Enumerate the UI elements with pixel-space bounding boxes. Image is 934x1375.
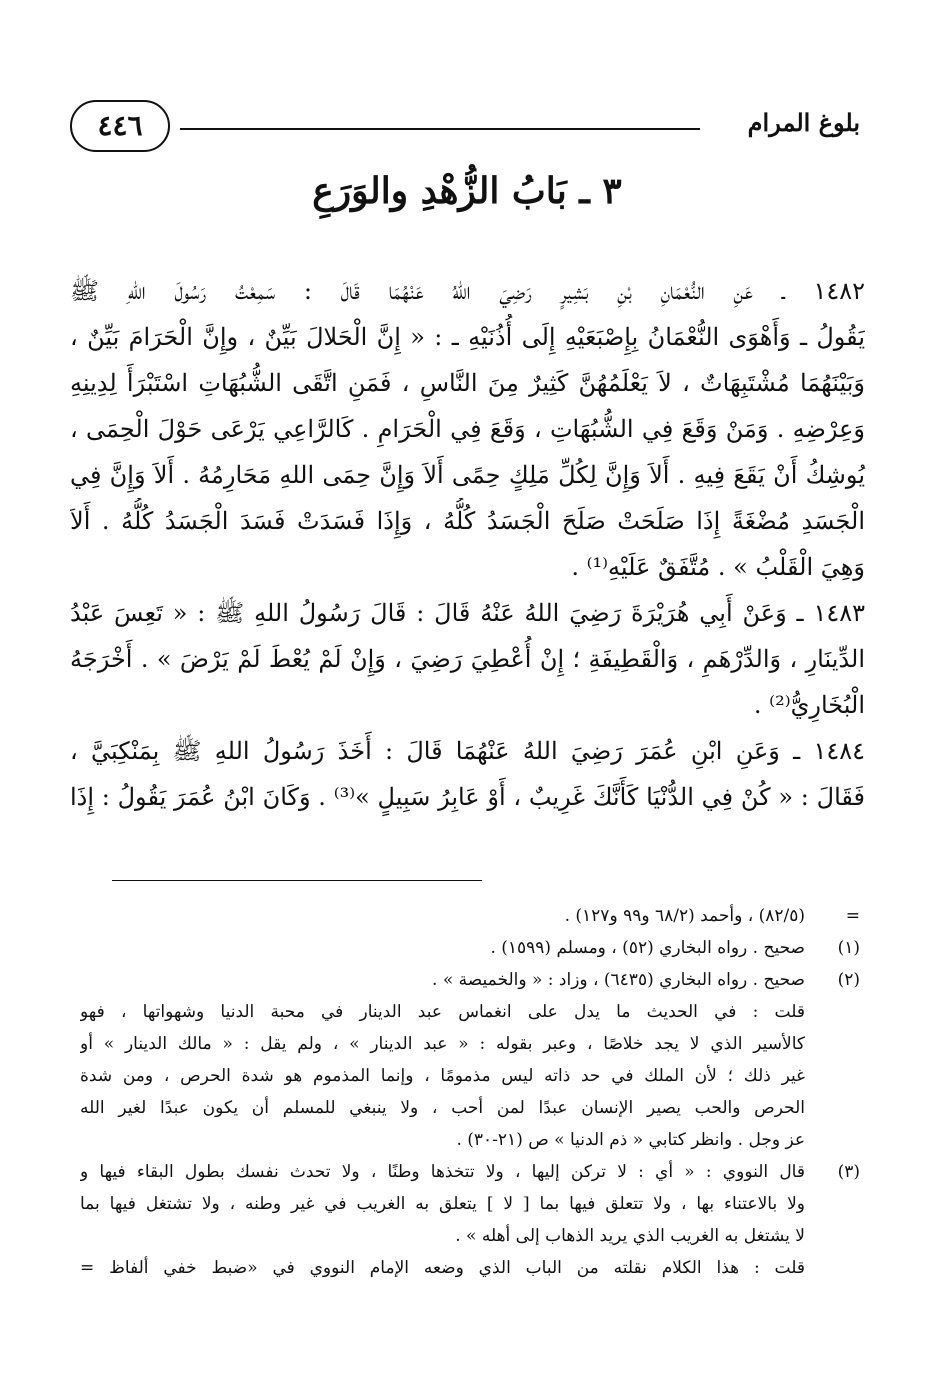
hadith-text — [70, 268, 865, 820]
text-line: وَهِيَ الْقَلْبُ » . مُتَّفَقٌ عَلَيْهِ⁽¹⁾ . — [571, 553, 865, 581]
footnote — [80, 964, 860, 1156]
text-line: الدِّينَارِ ، وَالدِّرْهَمِ ، وَالْقَطِيفَةِ ؛ إِنْ أُعْطِيَ رَضِيَ ، وَإِنْ لَمْ يُعْطَ لَمْ يَرْضَ » . أَخْرَجَهُ — [70, 645, 865, 673]
text-line: ١٤٨٤ ـ وَعَنِ ابْنِ عُمَرَ رَضِيَ اللهُ عَنْهُمَا قَالَ : أَخَذَ رَسُولُ اللهِ ﷺ بِمَنْكِبَيَّ ، — [70, 737, 865, 765]
footnote-separator — [112, 880, 482, 881]
text-line: الْجَسَدِ مُضْغَةً إِذَا صَلَحَتْ صَلَحَ الْجَسَدُ كُلُّهُ ، وَإِذَا فَسَدَتْ فَسَدَ الْجَسَدُ كُلُّهُ . أَلاَ — [70, 507, 865, 535]
text-line: فَقَالَ : « كُنْ فِي الدُّنْيَا كَأَنَّكَ غَرِيبٌ ، أَوْ عَابِرُ سَبِيلٍ »⁽³⁾ . وَكَانَ ابْنُ عُمَرَ يَقُولُ : إِذَا — [70, 783, 865, 811]
footnote-mark: (١) — [837, 938, 860, 958]
footnote-line: قال النووي : « أي : لا تركن إليها ، ولا تتخذها وطنًا ، ولا تحدث نفسك بطول البقاء فيها و — [80, 1162, 805, 1182]
footnote-mark: (٣) — [837, 1162, 860, 1182]
text-line: ١٤٨٢ ـ عَنِ النُّعْمَانِ بْنِ بَشِيرٍ رَضِيَ اللهُ عَنْهُمَا قَالَ : سَمِعْتُ رَسُولَ اللهِ ﷺ — [70, 277, 865, 305]
footnote — [80, 900, 860, 932]
footnote-line: قلت : في الحديث ما يدل على انغماس عبد الدينار في محبة الدنيا وشهواتها ، فهو — [80, 1002, 805, 1022]
footnote-line: ولا بالاعتناء بها ، ولا تتعلق فيها بما [ لا ] يتعلق به الغريب في غير وطنه ، ولا تشتغل فيها بما — [80, 1194, 805, 1214]
footnote-line: قلت : هذا الكلام نقلته من الباب الذي وضعه الإمام النووي في «ضبط خفي ألفاظ = — [80, 1258, 805, 1278]
footnotes — [80, 900, 860, 1284]
text-line: وَعِرْضِهِ . وَمَنْ وَقَعَ فِي الشُّبُهَاتِ ، وَقَعَ فِي الْحَرَامِ . كَالرَّاعِي يَرْعَى حَوْلَ الْحِمَى ، — [70, 415, 865, 443]
page-number: ٤٤٦ — [70, 100, 170, 152]
header-rule — [180, 128, 700, 130]
footnote-line: (٨٢/٥) ، وأحمد (٦٨/٢ و٩٩ و١٢٧) . — [564, 906, 805, 926]
text-line: وَبَيْنَهُمَا مُشْتَبِهَاتٌ ، لاَ يَعْلَمُهُنَّ كَثِيرٌ مِنَ النَّاسِ ، فَمَنِ اتَّقَى الشُّبُهَاتِ اسْتَبْرَأَ لِدِينِهِ — [70, 369, 865, 397]
footnote-line: عز وجل . وانظر كتابي « ذم الدنيا » ص (٢١-٣٠) . — [456, 1130, 805, 1150]
footnote-line: صحيح . رواه البخاري (٦٤٣٥) ، وزاد : « والخميصة » . — [432, 970, 805, 990]
footnote-line: غير ذلك ؛ لأن الملك في حد ذاته ليس مذمومًا ، وإنما المذموم هو شدة الحرص ، ومن شدة — [80, 1066, 805, 1086]
footnote-mark: = — [845, 906, 860, 926]
footnote-line: لا يشتغل به الغريب الذي يريد الذهاب إلى أهله » . — [455, 1226, 805, 1246]
page-header — [70, 100, 860, 156]
book-title: بلوغ المرام — [747, 108, 860, 137]
footnote-line: صحيح . رواه البخاري (٥٢) ، ومسلم (١٥٩٩) . — [490, 938, 805, 958]
chapter-title: ٣ ـ بَابُ الزُّهْدِ والوَرَعِ — [312, 170, 622, 212]
footnote — [80, 932, 860, 964]
text-line: يُوشِكُ أَنْ يَقَعَ فِيهِ . أَلاَ وَإِنَّ لِكُلِّ مَلِكٍ حِمًى أَلاَ وَإِنَّ حِمَى اللهِ مَحَارِمُهُ . أَلاَ وَإِنَّ فِي — [70, 461, 865, 489]
footnote — [80, 1252, 860, 1284]
text-line: يَقُولُ ـ وَأَهْوَى النُّعْمَانُ بِإِصْبَعَيْهِ إِلَى أُذُنَيْهِ ـ : « إِنَّ الْحَلالَ بَيِّنٌ ، وإِنَّ الْحَرَامَ بَيِّنٌ ، — [70, 323, 865, 351]
footnote-mark: (٢) — [837, 970, 860, 990]
text-line: الْبُخَارِيُّ⁽²⁾ . — [753, 691, 865, 719]
text-line: ١٤٨٣ ـ وَعَنْ أَبِي هُرَيْرَةَ رَضِيَ اللهُ عَنْهُ قَالَ : قَالَ رَسُولُ اللهِ ﷺ : « تَعِسَ عَبْدُ — [70, 599, 865, 627]
footnote — [80, 1156, 860, 1252]
footnote-line: كالأسير الذي لا يجد خلاصًا ، وعبر بقوله : « عبد الدينار » ، ولم يقل : « مالك الدينار » أو — [80, 1034, 805, 1054]
footnote-line: الحرص والحب يصير الإنسان عبدًا لمن أحب ، ولا ينبغي للمسلم أن يكون عبدًا لغير الله — [80, 1098, 805, 1118]
